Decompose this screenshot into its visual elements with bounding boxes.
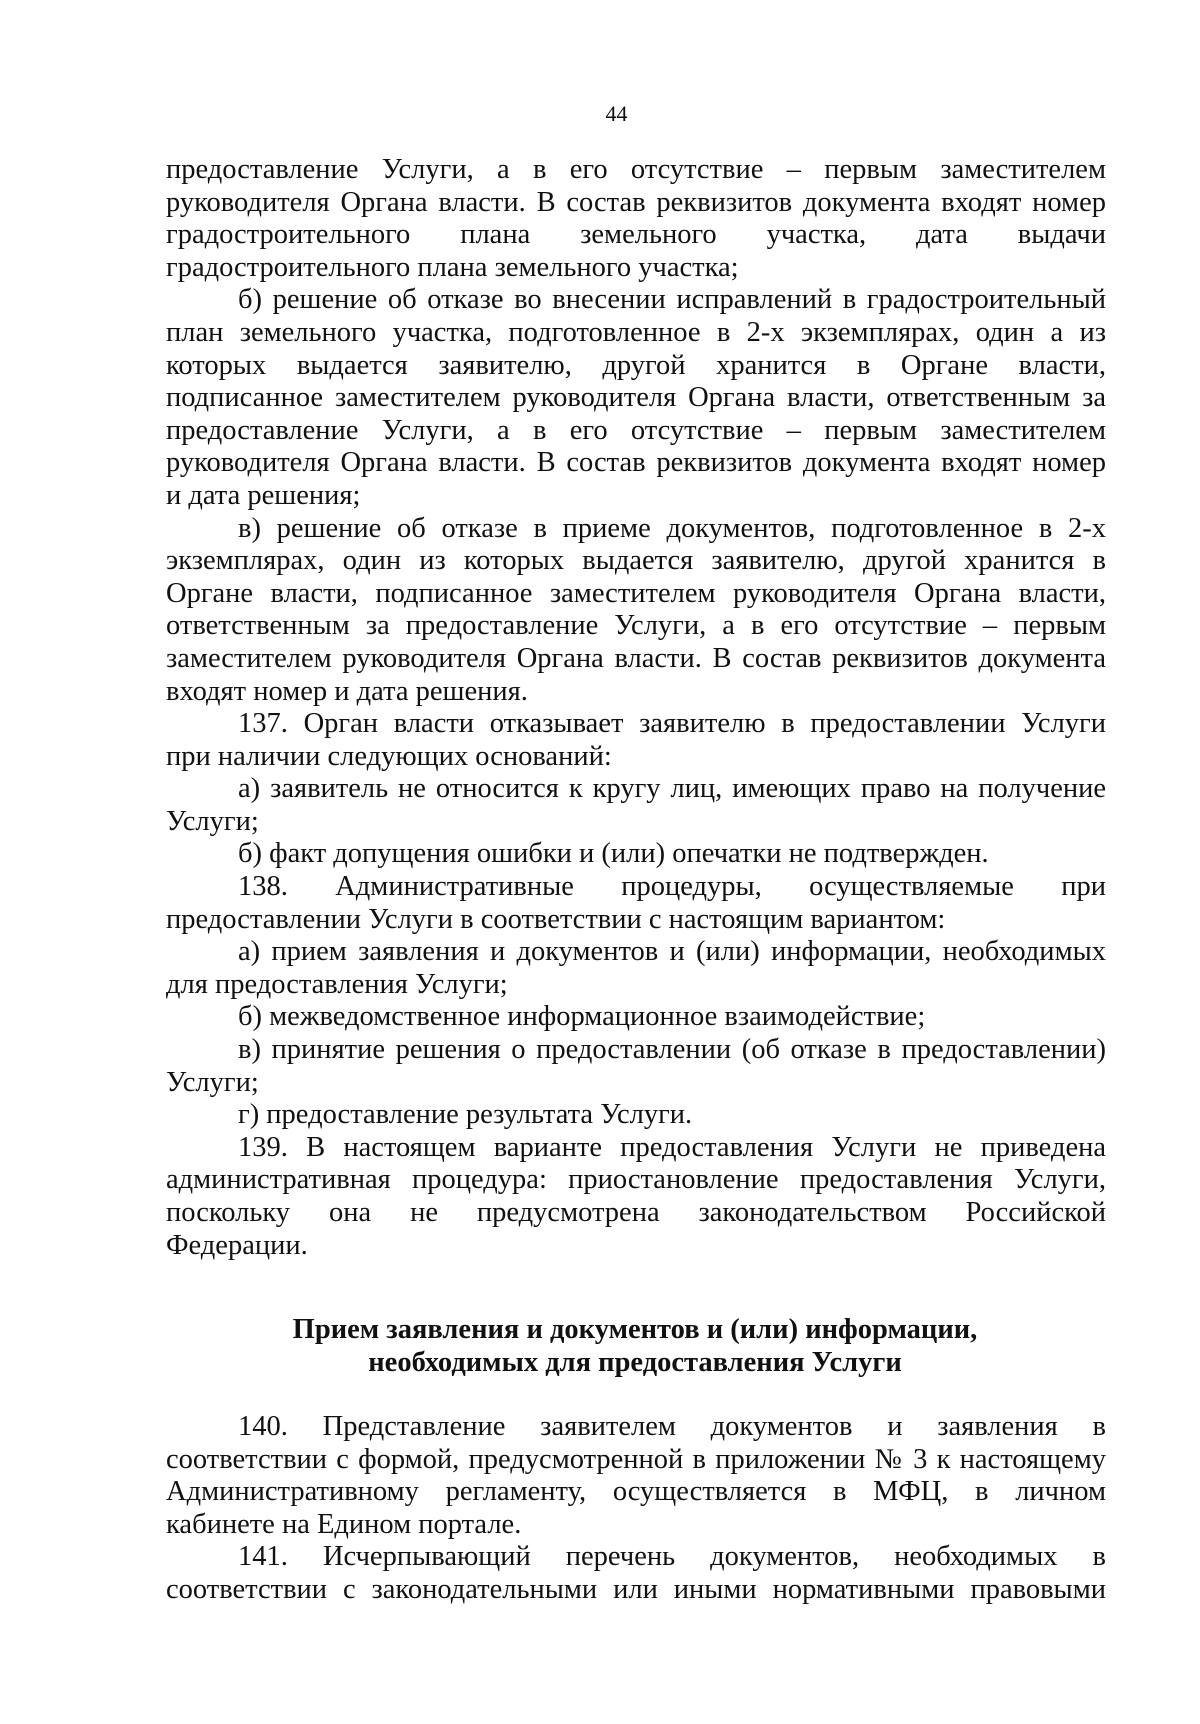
text-line: и дата решения; (166, 479, 361, 511)
text-line: а) прием заявления и документов и (или) информации, необходимых (238, 936, 1106, 968)
text-line: градостроительного плана земельного участка; (166, 251, 739, 283)
text-line: руководителя Органа власти. В состав реквизитов документа входят номер (166, 186, 1106, 218)
text-line: соответствии с законодательными или иными нормативными правовыми (166, 1573, 1106, 1605)
text-line: 138. Административные процедуры, осуществляемые при (238, 871, 1106, 903)
text-line: соответствии с формой, предусмотренной в приложении № 3 к настоящему (166, 1443, 1106, 1475)
section-heading-line: Прием заявления и документов и (или) информации, (292, 1314, 978, 1345)
text-line: экземплярах, один из которых выдается заявителю, другой хранится в (166, 545, 1106, 577)
text-line: Органе власти, подписанное заместителем руководителя Органа власти, (166, 577, 1106, 609)
text-line: б) решение об отказе во внесении исправлений в градостроительный (238, 284, 1106, 316)
text-line: Федерации. (166, 1229, 308, 1261)
text-line: Услуги; (166, 805, 259, 837)
text-line: в) решение об отказе в приеме документов, подготовленное в 2-х (238, 512, 1106, 544)
text-line: подписанное заместителем руководителя Органа власти, ответственным за (166, 382, 1106, 414)
text-line: при наличии следующих оснований: (166, 740, 612, 772)
text-line: которых выдается заявителю, другой хранится в Органе власти, (166, 349, 1106, 381)
text-line: б) межведомственное информационное взаимодействие; (238, 1001, 926, 1033)
text-line: для предоставления Услуги; (166, 968, 508, 1000)
text-line: предоставление Услуги, а в его отсутствие – первым заместителем (166, 154, 1106, 185)
text-line: Административному регламенту, осуществляется в МФЦ, в личном (166, 1476, 1106, 1508)
text-line: 137. Орган власти отказывает заявителю в предоставлении Услуги (238, 708, 1106, 740)
text-line: входят номер и дата решения. (166, 675, 528, 707)
section-heading (0, 1313, 1200, 1379)
text-line: заместителем руководителя Органа власти. В состав реквизитов документа (166, 642, 1106, 674)
document-body-top (166, 154, 1106, 1262)
text-line: 141. Исчерпывающий перечень документов, необходимых в (238, 1541, 1106, 1573)
document-body-bottom (166, 1411, 1106, 1607)
page-number: 44 (605, 101, 628, 126)
text-line: руководителя Органа власти. В состав реквизитов документа входят номер (166, 447, 1106, 479)
text-line: 139. В настоящем варианте предоставления Услуги не приведена (238, 1131, 1106, 1163)
text-line: предоставление Услуги, а в его отсутствие – первым заместителем (166, 414, 1106, 446)
section-heading-line: необходимых для предоставления Услуги (368, 1347, 902, 1378)
text-line: Услуги; (166, 1066, 259, 1098)
text-line: поскольку она не предусмотрена законодательством Российской (166, 1197, 1106, 1228)
text-line: б) факт допущения ошибки и (или) опечатки не подтвержден. (238, 838, 989, 870)
text-line: ответственным за предоставление Услуги, а в его отсутствие – первым (166, 610, 1106, 642)
text-line: административная процедура: приостановление предоставления Услуги, (166, 1164, 1106, 1196)
text-line: предоставлении Услуги в соответствии с настоящим вариантом: (166, 903, 946, 935)
text-line: 140. Представление заявителем документов и заявления в (238, 1411, 1106, 1442)
text-line: в) принятие решения о предоставлении (об отказе в предоставлении) (238, 1034, 1106, 1066)
text-line: а) заявитель не относится к кругу лиц, имеющих право на получение (238, 773, 1106, 805)
text-line: г) предоставление результата Услуги. (238, 1099, 693, 1131)
text-line: план земельного участка, подготовленное в 2-х экземплярах, один а из (166, 316, 1106, 348)
text-line: кабинете на Едином портале. (166, 1508, 522, 1540)
text-line: градостроительного плана земельного участка, дата выдачи (166, 219, 1106, 251)
